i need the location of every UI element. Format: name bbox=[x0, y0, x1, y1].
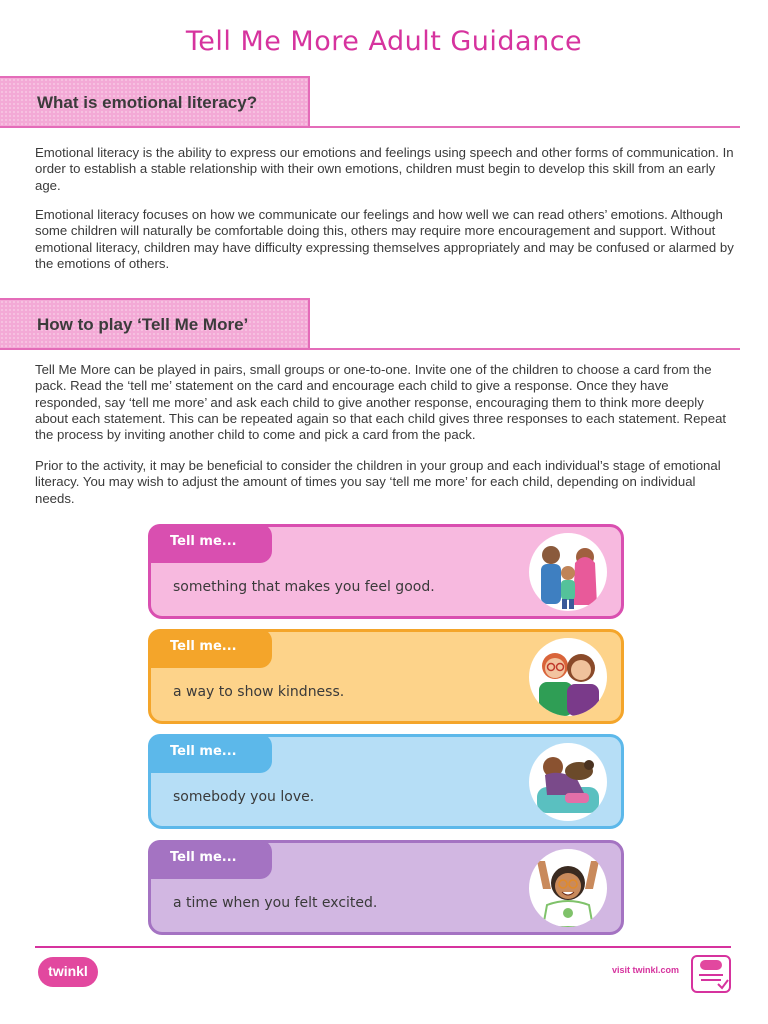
card-tab bbox=[148, 629, 272, 668]
card-tab-label: Tell me... bbox=[170, 639, 237, 654]
friends-hug-illustration-icon bbox=[529, 638, 607, 716]
card-tab bbox=[148, 734, 272, 773]
card-prompt: somebody you love. bbox=[173, 789, 315, 805]
card-prompt: a way to show kindness. bbox=[173, 684, 345, 700]
quality-badge-icon bbox=[690, 954, 732, 994]
card-tab-label: Tell me... bbox=[170, 534, 237, 549]
footer-divider bbox=[35, 946, 731, 948]
section-heading: What is emotional literacy? bbox=[37, 93, 258, 112]
twinkl-logo[interactable] bbox=[38, 957, 98, 987]
card-tab bbox=[148, 524, 272, 563]
paragraph: Emotional literacy focuses on how we communicate our feelings and how well we can read others’ emotions. Although some children will naturally be comfortable doing this, others may require more encouragement and support. Without emotional literacy, children may have difficulty expressing themselves appropriately and may be confused or alarmed by the emotions of others. bbox=[35, 207, 734, 271]
excited-child-illustration-icon bbox=[529, 849, 607, 927]
paragraph: Prior to the activity, it may be beneficial to consider the children in your group and each individual’s stage of emotional literacy. You may wish to adjust the amount of times you say ‘tell me more’ for each child, depending on individual needs. bbox=[35, 458, 721, 506]
visit-website-link[interactable]: visit twinkl.com bbox=[612, 965, 680, 975]
paragraph: Emotional literacy is the ability to express our emotions and feelings using speech and other forms of communication. In order to establish a stable relationship with their own emotions, children must begin to develop this skill from an early age. bbox=[35, 145, 734, 193]
section-banner-emotional-literacy bbox=[0, 76, 310, 128]
section-divider bbox=[0, 348, 740, 350]
tell-me-card bbox=[148, 840, 624, 935]
section-heading: How to play ‘Tell Me More’ bbox=[37, 315, 249, 334]
card-tab-label: Tell me... bbox=[170, 850, 237, 865]
tell-me-card bbox=[148, 629, 624, 724]
tell-me-card bbox=[148, 524, 624, 619]
family-illustration-icon bbox=[529, 533, 607, 611]
tell-me-card bbox=[148, 734, 624, 829]
page-title: Tell Me More Adult Guidance bbox=[185, 26, 583, 57]
card-prompt: something that makes you feel good. bbox=[173, 579, 435, 595]
paragraph: Tell Me More can be played in pairs, small groups or one-to-one. Invite one of the children to choose a card from the pack. Read the ‘tell me’ statement on the card and encourage each child to give a response. Once they have responded, say ‘tell me more’ and ask each child to give another response, encouraging them to think more deeply about each statement. This can be repeated again so that each child gives three responses to each statement. Repeat the process by inviting another child to come and pick a card from the pack. bbox=[35, 362, 727, 443]
logo-text: twinkl bbox=[48, 963, 88, 979]
section-banner-how-to-play bbox=[0, 298, 310, 350]
section-divider bbox=[0, 126, 740, 128]
card-prompt: a time when you felt excited. bbox=[173, 895, 378, 911]
card-tab bbox=[148, 840, 272, 879]
card-tab-label: Tell me... bbox=[170, 744, 237, 759]
child-with-pet-illustration-icon bbox=[529, 743, 607, 821]
